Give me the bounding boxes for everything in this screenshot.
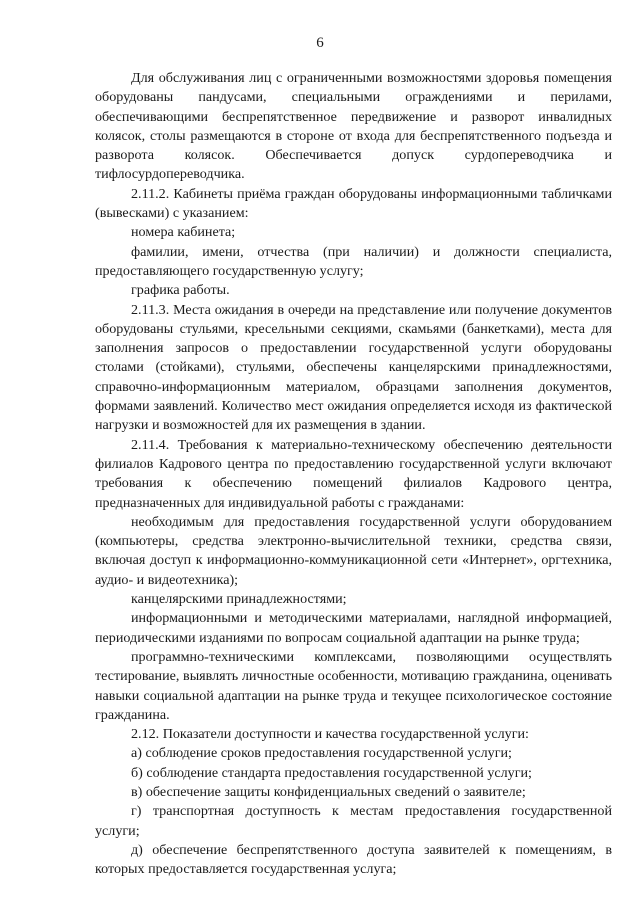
paragraph-2-11-4: 2.11.4. Требования к материально-техническому обеспечению деятельности филиалов Кадрового центра по предоставлению государственной услуги включают требования к обеспечению помещений филиалов Кадрового центра, предназначенных для индивидуальной работы с гражданами: — [95, 436, 612, 511]
paragraph-accessibility: Для обслуживания лиц с ограниченными возможностями здоровья помещения оборудованы пандусами, специальными ограждениями и перилами, обеспечивающими беспрепятственное передвижение и разворот инвалидных колясок, столы размещаются в стороне от входа для беспрепятственного подъезда и разворота колясок. Обеспечивается допуск сурдопереводчика и тифлосурдопереводчика. — [95, 70, 612, 183]
list-item-d: г) транспортная доступность к местам предоставления государственной услуги; — [95, 803, 612, 839]
list-item-room-number: номера кабинета; — [131, 224, 236, 241]
body-text — [95, 69, 612, 879]
paragraph-2-11-2: 2.11.2. Кабинеты приёма граждан оборудованы информационными табличками (вывесками) с указанием: — [95, 185, 612, 222]
list-item-info-materials: информационными и методическими материалами, наглядной информацией, периодическими изданиями по вопросам социальной адаптации на рынке труда; — [95, 610, 612, 646]
list-item-a: а) соблюдение сроков предоставления государственной услуги; — [131, 745, 512, 762]
paragraph-2-11-3: 2.11.3. Места ожидания в очереди на представление или получение документов оборудованы стульями, кресельными секциями, скамьями (банкетками), места для заполнения запросов о предоставлении государственной услуги оборудованы столами (стойками), стульями, обеспечены канцелярскими принадлежностями, справочно-информационным материалом, образцами заполнения документов, формами заявлений. Количество мест ожидания определяется исходя из фактической нагрузки и возможностей для их размещения в здании. — [95, 301, 612, 434]
list-item-c: в) обеспечение защиты конфиденциальных сведений о заявителе; — [131, 783, 526, 800]
page-number: 6 — [316, 35, 324, 51]
list-item-equipment: необходимым для предоставления государственной услуги оборудованием (компьютеры, средства электронно-вычислительной техники, средства связи, включая доступ к информационно-коммуникационной сети «Интернет», оргтехника, аудио- и видеотехника); — [95, 513, 612, 588]
list-item-b: б) соблюдение стандарта предоставления государственной услуги; — [131, 764, 532, 781]
paragraph-2-12: 2.12. Показатели доступности и качества государственной услуги: — [131, 726, 529, 743]
list-item-e: д) обеспечение беспрепятственного доступа заявителей к помещениям, в которых предоставляется государственная услуга; — [95, 841, 612, 878]
list-item-schedule: графика работы. — [131, 282, 230, 299]
list-item-specialist-name: фамилии, имени, отчества (при наличии) и должности специалиста, предоставляющего государственную услугу; — [95, 243, 612, 279]
list-item-software: программно-техническими комплексами, позволяющими осуществлять тестирование, выявлять личностные особенности, мотивацию гражданина, оценивать навыки социальной адаптации на рынке труда и текущее психологическое состояние гражданина. — [95, 648, 612, 723]
list-item-stationery: канцелярскими принадлежностями; — [131, 591, 347, 608]
